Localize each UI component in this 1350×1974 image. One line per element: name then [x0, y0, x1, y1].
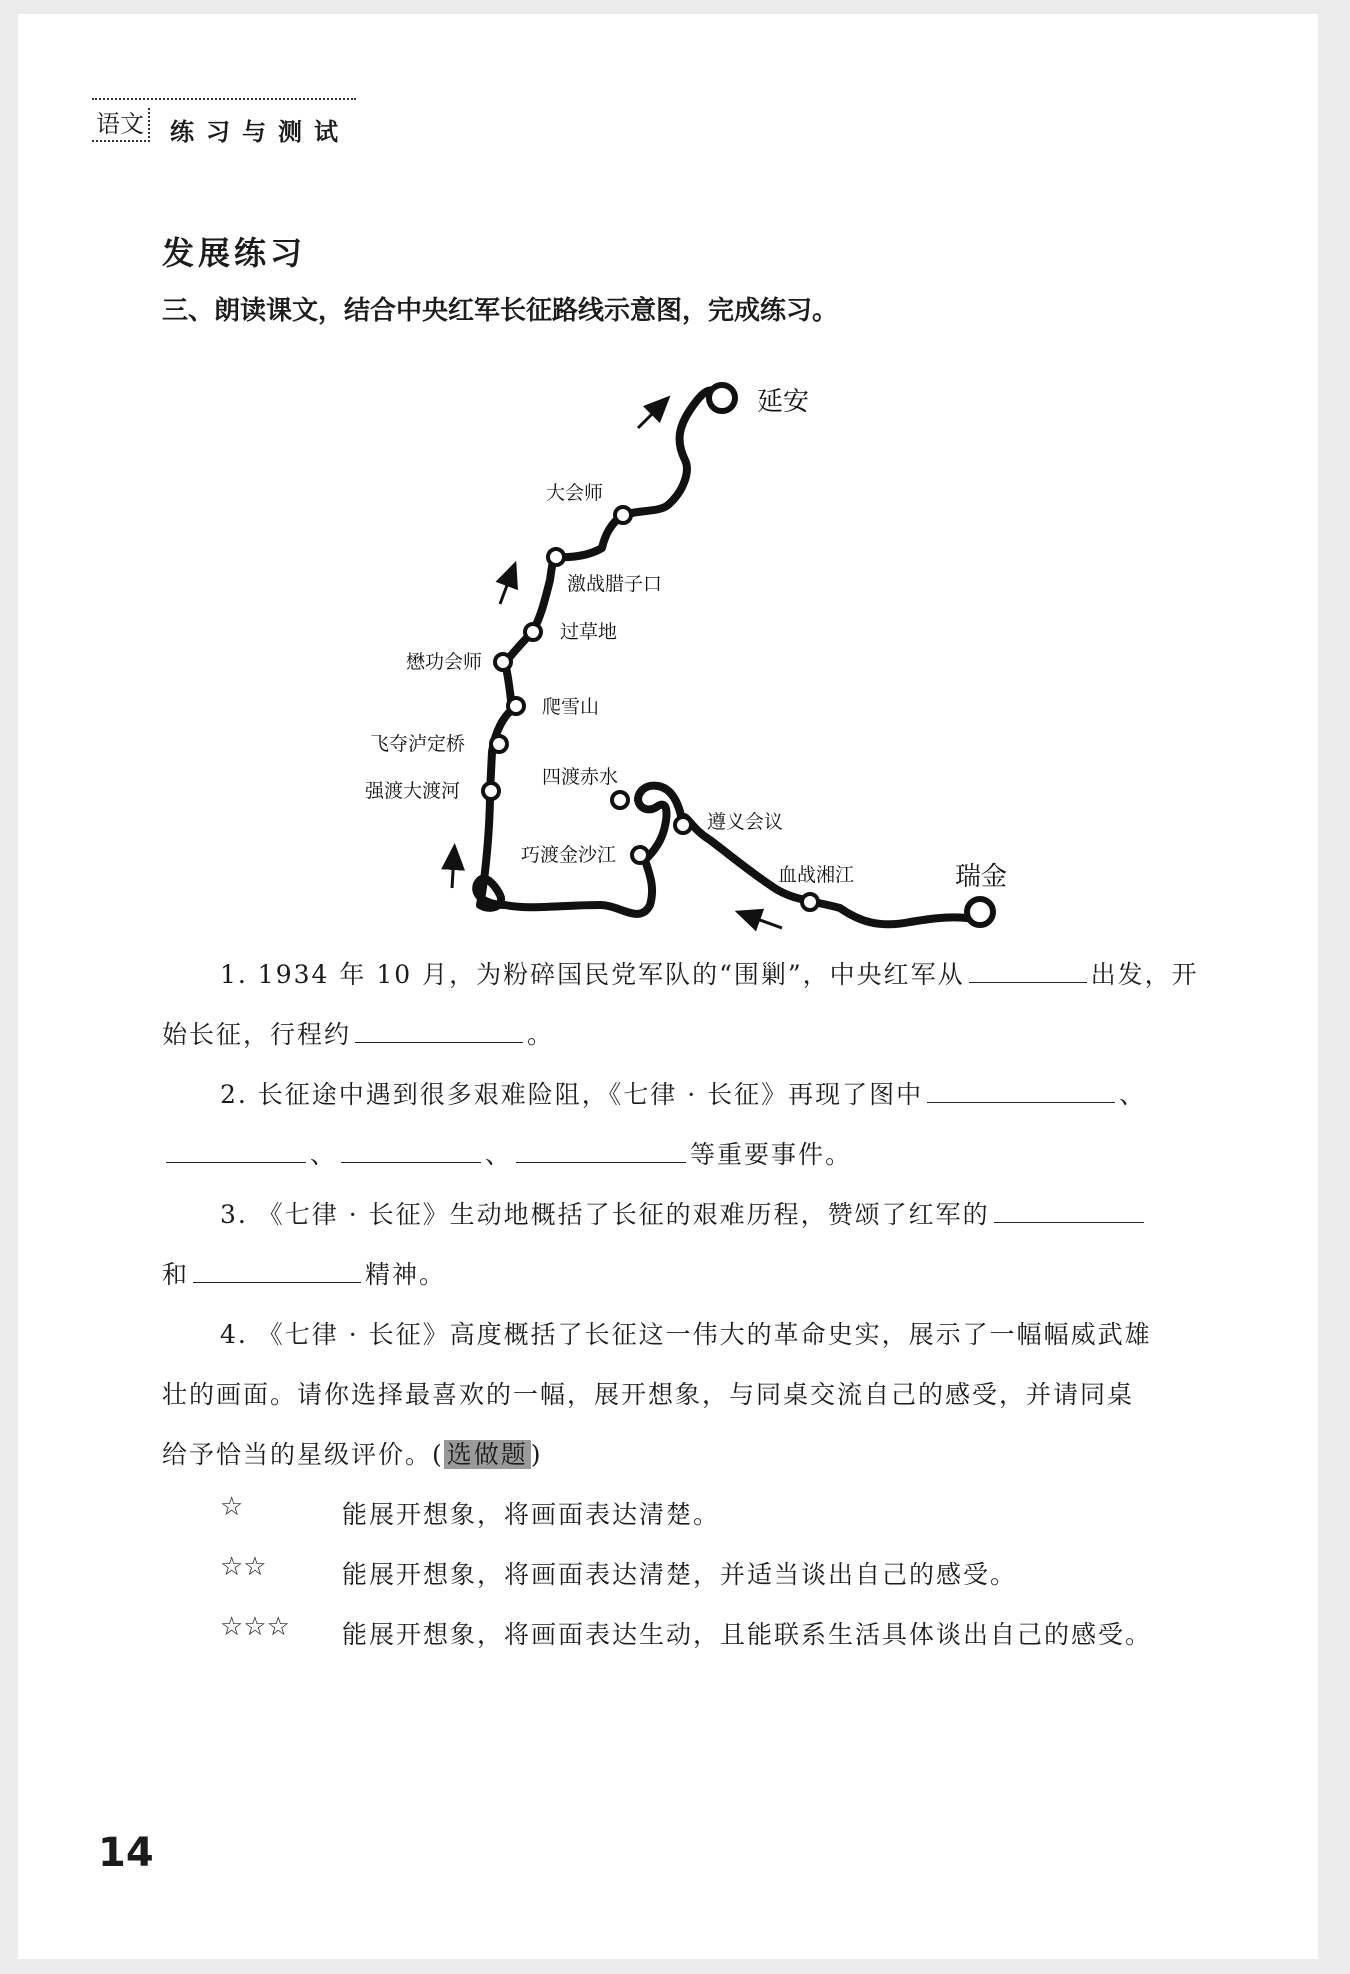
q2-text-a: 2. 长征途中遇到很多艰难险阻，《七律 · 长征》再现了图中	[220, 1080, 924, 1109]
q1-text-d: 。	[527, 1020, 555, 1049]
arrow-icon	[638, 404, 662, 428]
station-maogong	[495, 654, 511, 670]
question-1-line-2	[162, 1015, 1212, 1051]
label-maogong: 懋功会师	[406, 651, 483, 673]
arrow-icon	[500, 572, 512, 604]
page-number: 14	[98, 1830, 154, 1876]
station-xueshan	[508, 698, 524, 714]
q2-sep-1: 、	[310, 1140, 338, 1169]
q3-blank-1[interactable]	[994, 1198, 1144, 1223]
q1-text-c: 始长征，行程约	[162, 1020, 352, 1049]
q4-text-a: 给予恰当的星级评价。(	[162, 1440, 444, 1469]
rating-2-stars: ☆☆	[220, 1552, 267, 1582]
q1-text-a: 1. 1934 年 10 月，为粉碎国民党军队的“围剿”，中央红军从	[220, 960, 965, 989]
rating-1-stars: ☆	[220, 1492, 244, 1522]
label-dadu: 强渡大渡河	[365, 780, 461, 802]
station-chishui	[612, 792, 628, 808]
q3-text-a: 3. 《七律 · 长征》生动地概括了长征的艰难历程，赞颂了红军的	[220, 1200, 990, 1229]
q2-sep-2: 、	[485, 1140, 513, 1169]
station-yanan	[709, 385, 735, 411]
label-chishui: 四渡赤水	[542, 766, 619, 788]
q2-blank-2[interactable]	[166, 1138, 306, 1163]
rating-3-stars: ☆☆☆	[220, 1612, 290, 1642]
label-jinsha: 巧渡金沙江	[521, 844, 617, 866]
q2-text-end: 等重要事件。	[690, 1140, 853, 1169]
rating-1-desc: 能展开想象，将画面表达清楚。	[342, 1500, 721, 1529]
arrow-icon	[746, 915, 782, 928]
q4-text-b: )	[530, 1440, 543, 1469]
station-dadu	[483, 783, 499, 799]
label-zunyi: 遵义会议	[707, 811, 784, 833]
question-3-line-2	[162, 1255, 1212, 1291]
rating-2-desc: 能展开想象，将画面表达清楚，并适当谈出自己的感受。	[342, 1560, 1018, 1589]
question-3-line-1	[220, 1195, 1270, 1231]
subject-tag: 语文	[92, 108, 150, 142]
label-yanan: 延安	[757, 387, 810, 417]
label-xueshan: 爬雪山	[542, 696, 600, 718]
station-caodi	[525, 624, 541, 640]
station-zunyi	[675, 817, 691, 833]
question-1-line-1	[220, 955, 1270, 991]
station-lazikou	[548, 549, 564, 565]
label-huishi: 大会师	[546, 482, 604, 504]
station-luding	[491, 736, 507, 752]
q1-blank-distance[interactable]	[355, 1018, 523, 1043]
label-caodi: 过草地	[560, 621, 618, 643]
label-xiangjiang: 血战湘江	[778, 864, 855, 886]
label-lazikou: 激战腊子口	[567, 573, 663, 595]
q1-text-b: 出发，开	[1090, 960, 1199, 989]
book-title: 练习与测试	[170, 118, 350, 146]
rating-3-desc: 能展开想象，将画面表达生动，且能联系生活具体谈出自己的感受。	[342, 1620, 1153, 1649]
long-march-route-map	[0, 0, 1350, 960]
q2-text-sep: 、	[1119, 1080, 1147, 1109]
question-2-line-1	[220, 1075, 1270, 1111]
section-title: 发展练习	[162, 234, 307, 272]
q3-blank-2[interactable]	[193, 1258, 361, 1283]
label-luding: 飞夺泸定桥	[370, 733, 466, 755]
arrow-icon	[452, 855, 454, 888]
station-huishi	[615, 507, 631, 523]
optional-badge: 选做题	[444, 1440, 531, 1469]
instruction-text: 三、朗读课文，结合中央红军长征路线示意图，完成练习。	[162, 296, 839, 326]
station-jinsha	[632, 847, 648, 863]
station-xiangjiang	[802, 894, 818, 910]
question-2-line-2	[162, 1135, 1212, 1171]
q3-text-b: 和	[162, 1260, 190, 1289]
question-4-line-2: 壮的画面。请你选择最喜欢的一幅，展开想象，与同桌交流自己的感受，并请同桌	[162, 1380, 1135, 1409]
question-4-line-1: 4. 《七律 · 长征》高度概括了长征这一伟大的革命史实，展示了一幅幅威武雄	[220, 1320, 1152, 1349]
q2-blank-4[interactable]	[516, 1138, 686, 1163]
q1-blank-start[interactable]	[969, 958, 1087, 983]
q3-text-c: 精神。	[365, 1260, 447, 1289]
question-4-line-3	[162, 1435, 1212, 1471]
station-ruijin	[967, 899, 993, 925]
q2-blank-3[interactable]	[341, 1138, 481, 1163]
q2-blank-1[interactable]	[927, 1078, 1115, 1103]
label-ruijin: 瑞金	[955, 862, 1008, 892]
